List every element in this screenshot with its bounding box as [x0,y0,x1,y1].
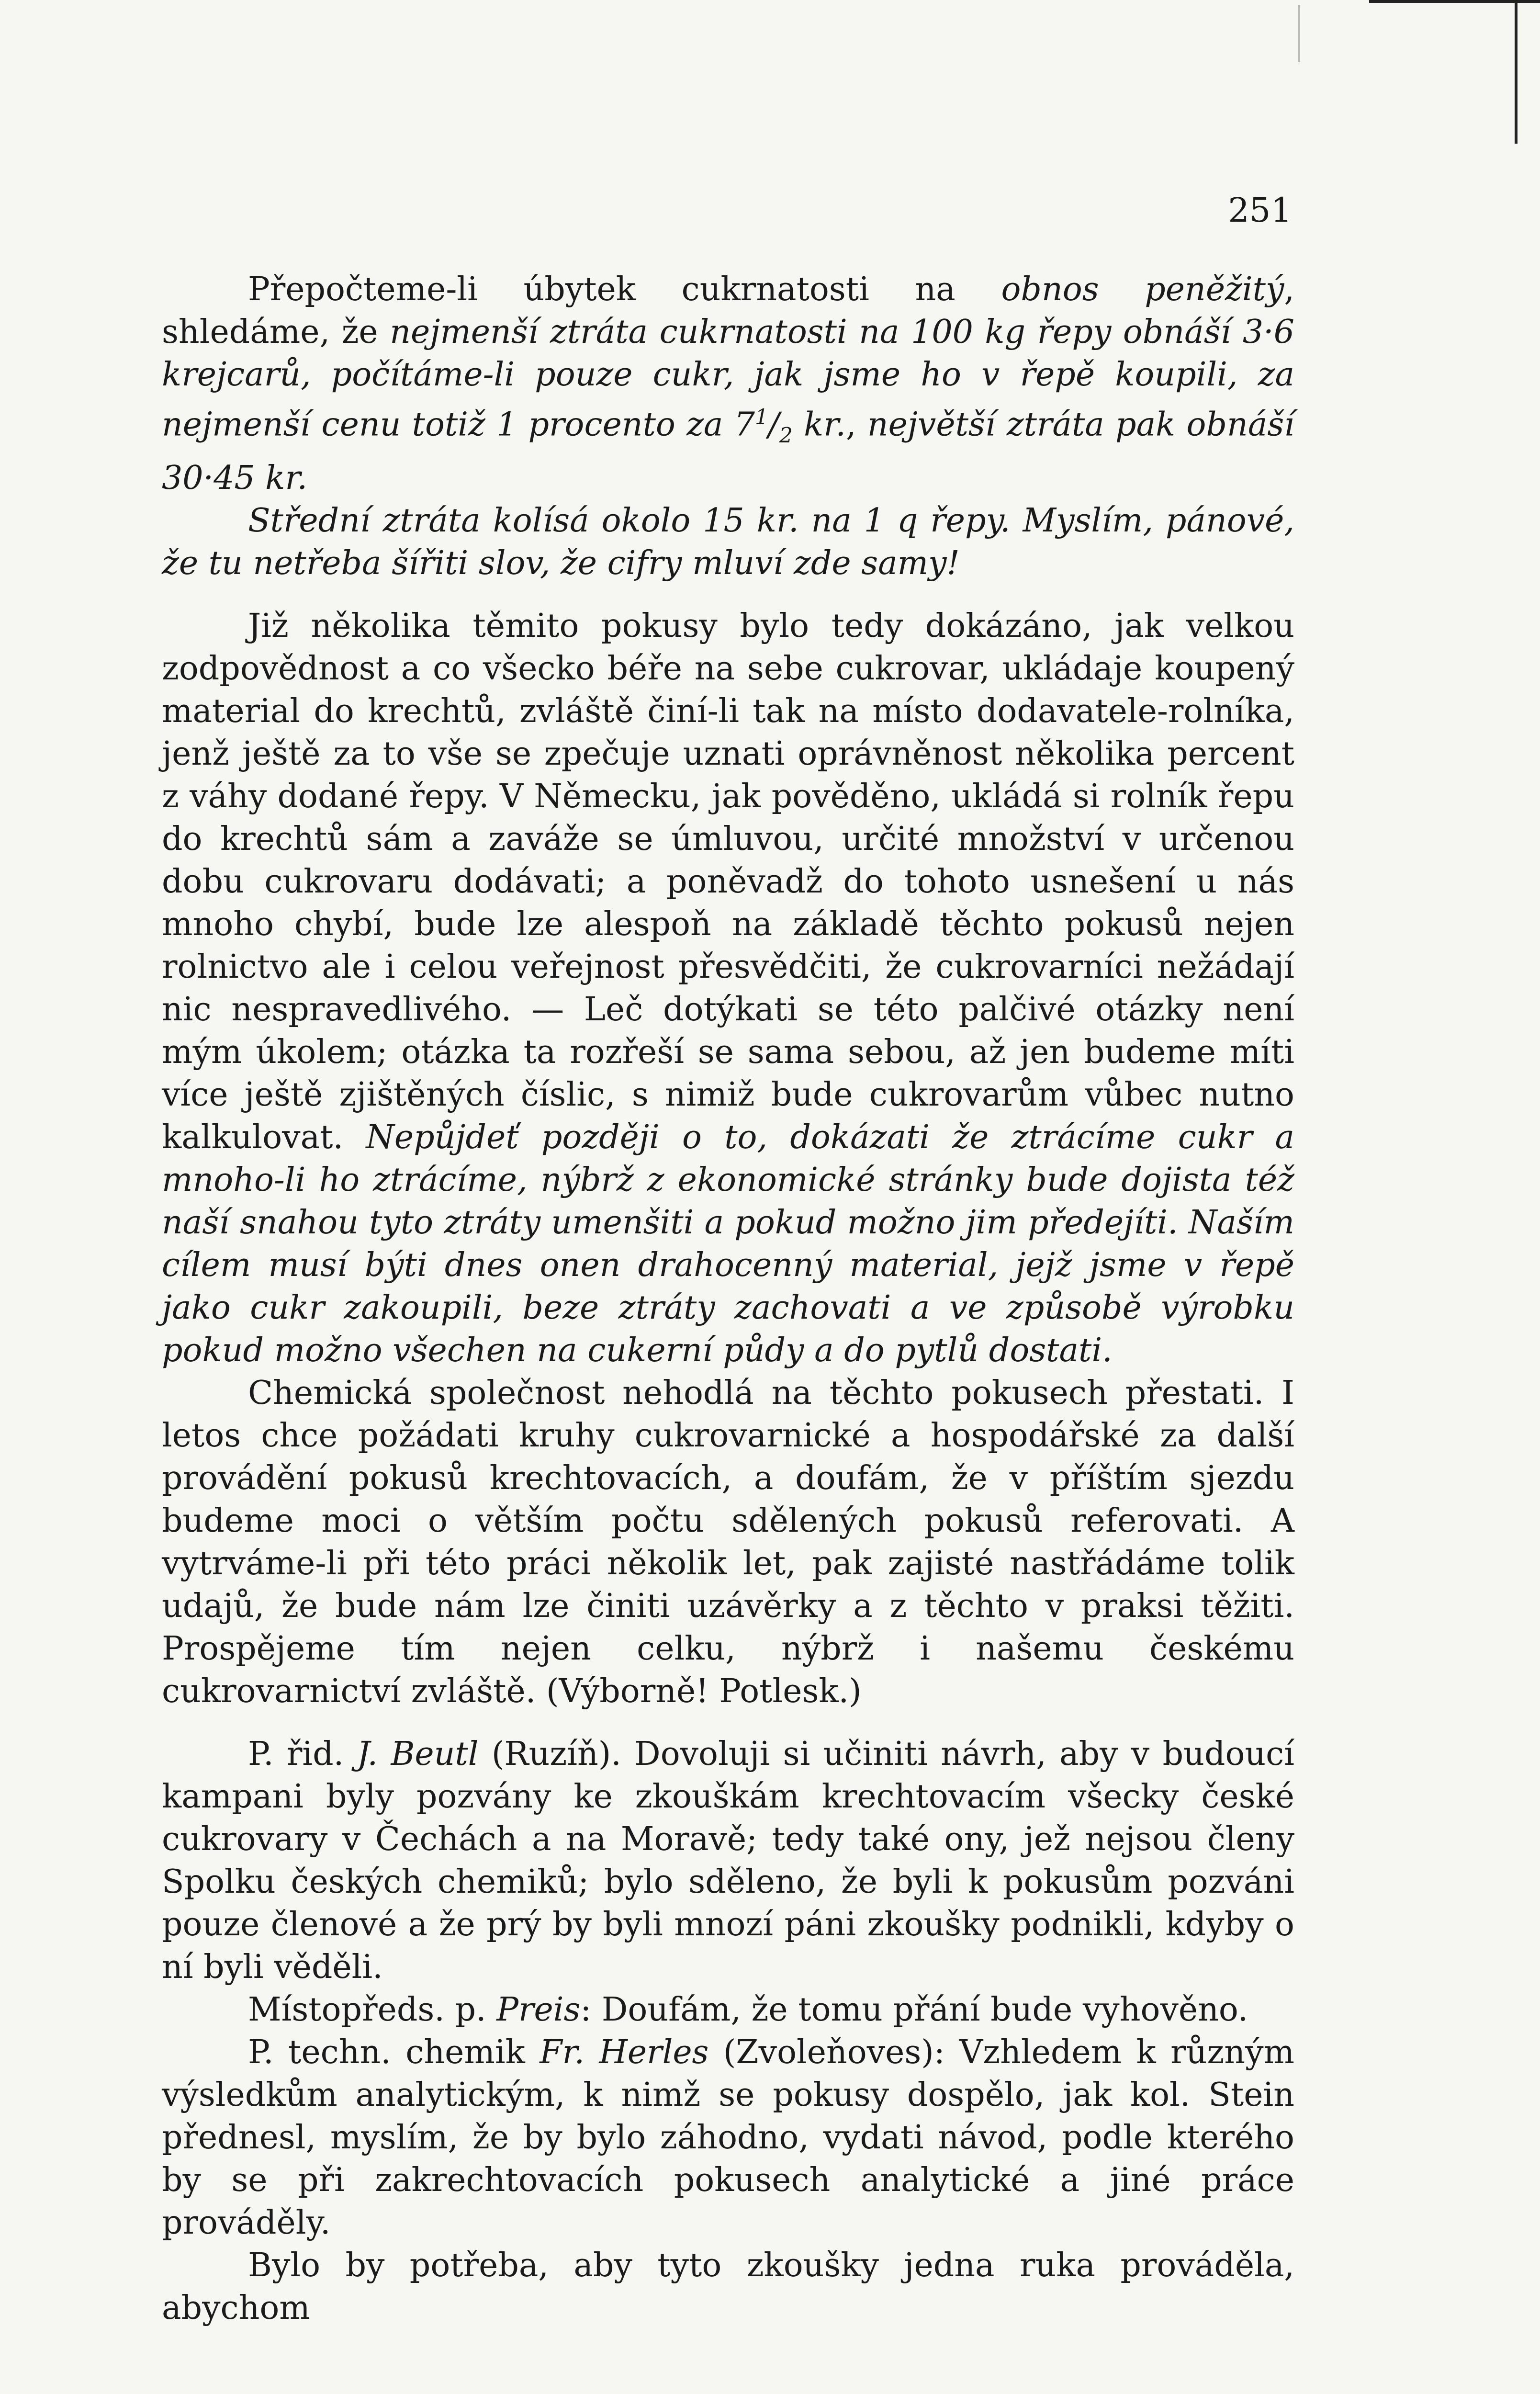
text-run: Střední ztráta kolísá okolo 15 kr. na 1 q řepy. Myslím, pánové, že tu netřeba šířiti slov, že cifry mluví zde samy! [162,502,1294,583]
paragraph-p4 [162,1372,1294,1713]
text-run: Fr. Herles [540,2033,709,2072]
paragraph-p7 [162,2031,1294,2244]
text-run: největší ztráta pak obnáší 30·45 kr. [162,406,1294,497]
text-run: Preis [496,1991,581,2029]
paragraph-p3 [162,605,1294,1372]
text-run: 1 [754,405,768,429]
text-run: Nepůjdeť později o to, dokázati že ztrácíme cukr a mnoho-li ho ztrácíme, nýbrž z ekonomické stránky bude dojista též naší snahou tyto ztráty umenšiti a pokud možno jim předejíti. Naším cílem musí býti dnes onen drahocenný material, jejž jsme v řepě jako cukr zakoupili, beze ztráty zachovati a ve způsobě výrobku pokud možno všechen na cukerní půdy a do pytlů dostati. [162,1118,1294,1370]
text-run: nejmenší ztráta cukrnatosti na 100 kg řepy obnáší 3·6 krejcarů, počítáme-li pouze cukr, jak jsme ho v řepě koupili, za nejmenší cenu totiž 1 procento za 7 [162,313,1294,444]
paragraph-p6 [162,1988,1294,2031]
text-run: 2 [779,423,793,448]
text-run: (Zvoleňoves): Vzhledem k různým výsledkům analytickým, k nimž se pokusy dospělo, jak kol. Stein přednesl, myslím, že by bylo záhodno, vydati návod, podle kterého by se při zakrechtovacích pokusech analytické a jiné práce prováděly. [162,2033,1294,2242]
text-run: Již několika těmito pokusy bylo tedy dokázáno, jak velkou zodpovědnost a co všecko béře na sebe cukrovar, ukládaje koupený material do krechtů, zvláště činí-li tak na místo dodavatele-rolníka, jenž ještě za to vše se zpečuje uznati oprávněnost několika percent z váhy dodané řepy. V Německu, jak pověděno, ukládá si rolník řepu do krechtů sám a zaváže se úmluvou, určité množství v určenou dobu cukrovaru dodávati; a poněvadž do tohoto usnešení u nás mnoho chybí, bude lze alespoň na základě těchto pokusů nejen rolnictvo ale i celou veřejnost přesvědčiti, že cukrovarníci nežádají nic nespravedlivého. — Leč dotýkati se této palčivé otázky není mým úkolem; otázka ta rozřeší se sama sebou, až jen budeme míti více ještě zjištěných číslic, s nimiž bude cukrovarům vůbec nutno kalkulovat. [162,607,1294,1157]
text-run: , [845,406,867,444]
text-run: / [768,406,779,444]
paragraph-p1 [162,268,1294,499]
text-run: Místopředs. p. [248,1991,497,2029]
scan-edge-right [1515,0,1518,144]
paragraph-p2 [162,499,1294,585]
page-number: 251 [1228,191,1292,230]
text-run: P. řid. [248,1735,357,1773]
paragraph-p8 [162,2244,1294,2329]
text-run: Přepočteme-li úbytek cukrnatosti na [248,271,1001,308]
text-run: : Doufám, že tomu přání bude vyhověno. [580,1991,1248,2029]
scan-edge-mark [1298,5,1300,62]
text-run: Chemická společnost nehodlá na těchto pokusech přestati. I letos chce požádati kruhy cukrovarnické a hospodářské za další provádění pokusů krechtovacích, a doufám, že v příštím sjezdu budeme moci o větším počtu sdělených pokusů referovati. A vytrváme-li při této práci několik let, pak zajisté nastřádáme tolik udajů, že bude nám lze činiti uzávěrky a z těchto v praksi těžiti. Prospějeme tím nejen celku, nýbrž i našemu českému cukrovarnictví zvláště. (Výborně! Potlesk.) [162,1374,1294,1711]
text-run: , shledáme, že [162,271,1294,351]
text-run: P. techn. chemik [248,2033,540,2072]
text-run: J. Beutl [357,1735,479,1773]
body-text [162,268,1294,2329]
text-run: obnos peněžitý [1001,271,1284,308]
text-run: (Ruzíň). Dovoluji si učiniti návrh, aby v budoucí kampani byly pozvány ke zkouškám krechtovacím všecky české cukrovary v Čechách a na Moravě; tedy také ony, jež nejsou členy Spolku českých chemiků; bylo sděleno, že byli k pokusům pozváni pouze členové a že prý by byli mnozí páni zkoušky podnikli, kdyby o ní byli věděli. [162,1735,1295,1987]
text-run: kr. [792,406,846,444]
text-run: Bylo by potřeba, aby tyto zkoušky jedna ruka prováděla, abychom [162,2247,1294,2327]
paragraph-p5 [162,1733,1294,1988]
